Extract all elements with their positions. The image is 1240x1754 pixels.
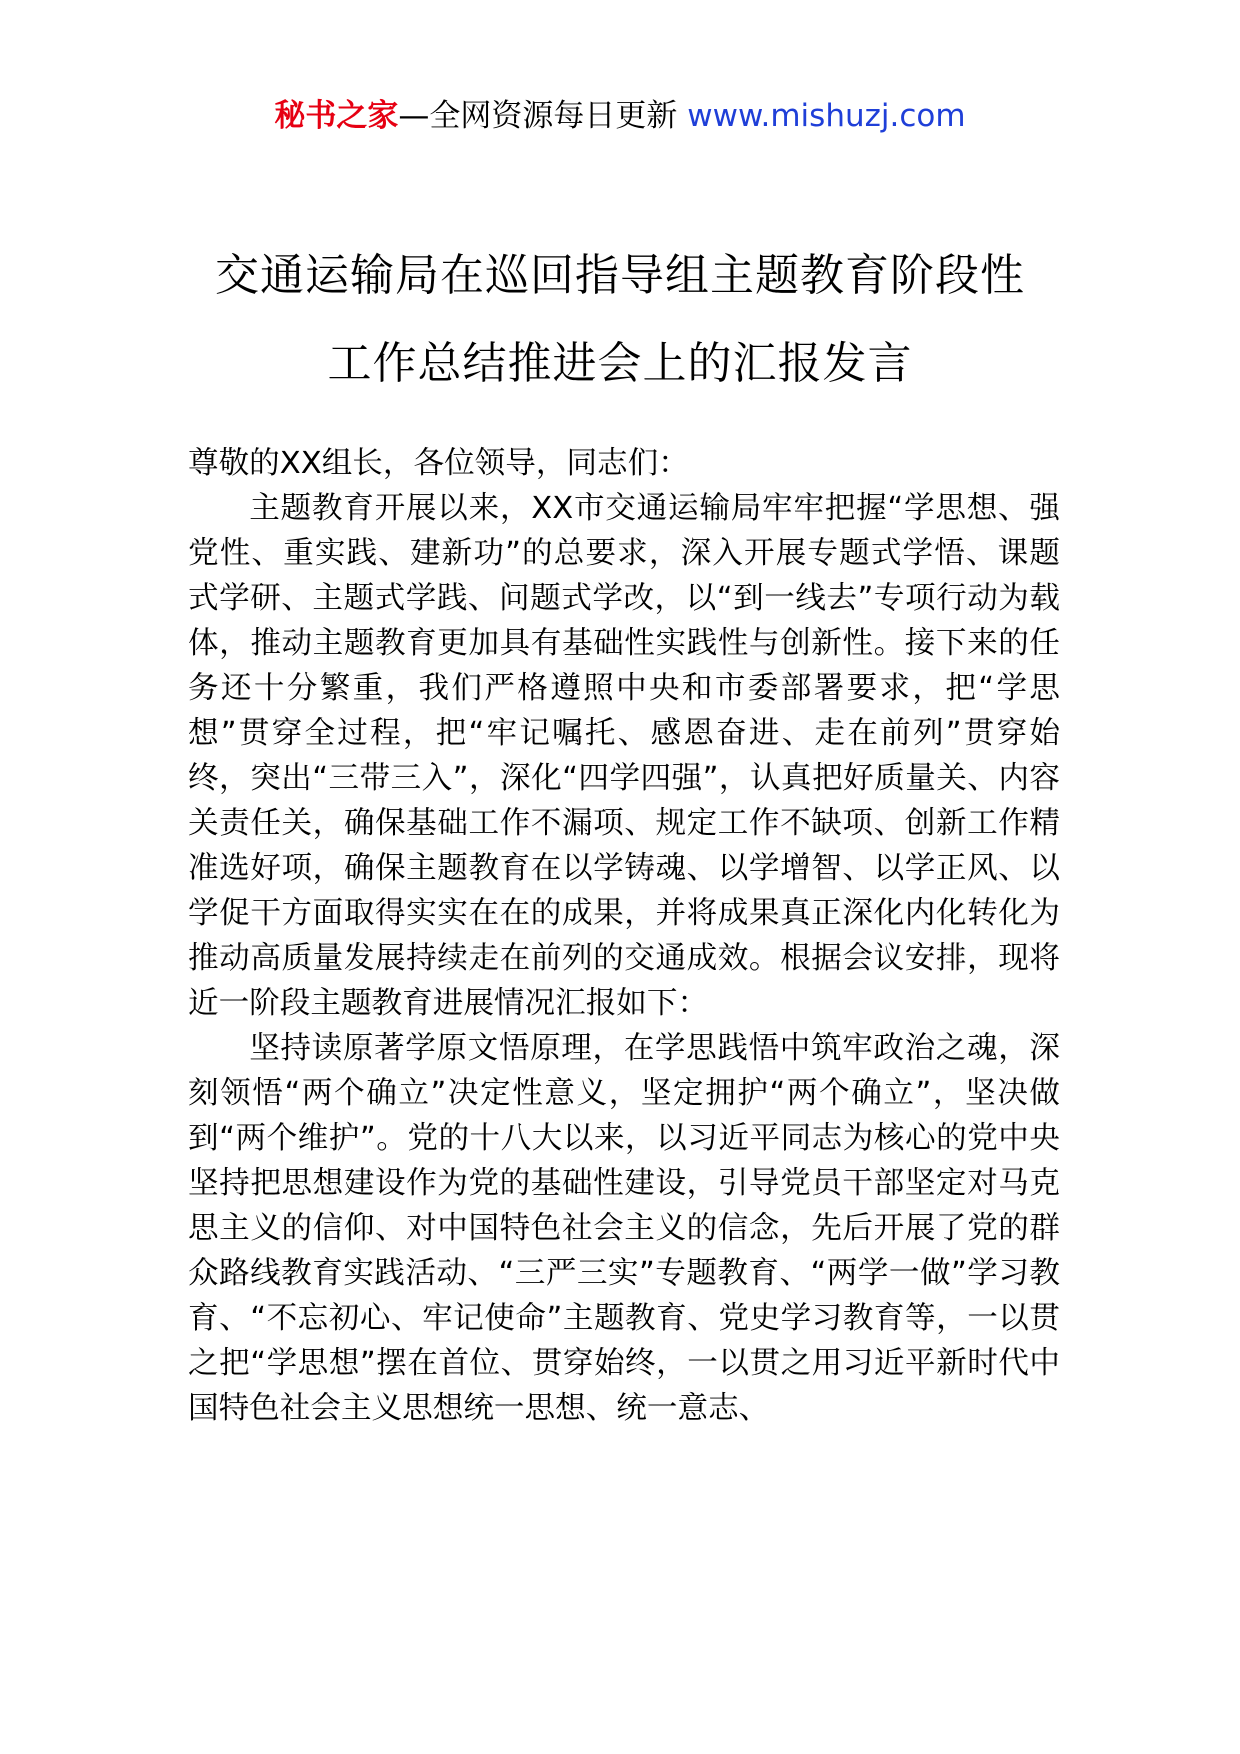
site-slogan: —全网资源每日更新 bbox=[398, 98, 688, 134]
brand-name: 秘书之家 bbox=[274, 98, 399, 134]
title-line-2: 工作总结推进会上的汇报发言 bbox=[327, 338, 913, 389]
title-line-1: 交通运输局在巡回指导组主题教育阶段性 bbox=[215, 250, 1025, 301]
document-title bbox=[150, 232, 1090, 408]
paragraph-1: 主题教育开展以来，XX市交通运输局牢牢把握“学思想、强党性、重实践、建新功”的总要求，深入开展专题式学悟、课题式学研、主题式学践、问题式学改，以“到一线去”专项行动为载体，推动主题教育更加具有基础性实践性与创新性。接下来的任务还十分繁重，我们严格遵照中央和市委部署要求，把“学思想”贯穿全过程，把“牢记嘱托、感恩奋进、走在前列”贯穿始终，突出“三带三入”，深化“四学四强”，认真把好质量关、内容关责任关，确保基础工作不漏项、规定工作不缺项、创新工作精准选好项，确保主题教育在以学铸魂、以学增智、以学正风、以学促干方面取得实实在在的成果，并将成果真正深化内化转化为推动高质量发展持续走在前列的交通成效。根据会议安排，现将近一阶段主题教育进展情况汇报如下： bbox=[188, 491, 1060, 1021]
site-url: www.mishuzj.com bbox=[687, 98, 966, 134]
paragraph-2: 坚持读原著学原文悟原理，在学思践悟中筑牢政治之魂，深刻领悟“两个确立”决定性意义，坚定拥护“两个确立”，坚决做到“两个维护”。党的十八大以来，以习近平同志为核心的党中央坚持把思想建设作为党的基础性建设，引导党员干部坚定对马克思主义的信仰、对中国特色社会主义的信念，先后开展了党的群众路线教育实践活动、“三严三实”专题教育、“两学一做”学习教育、“不忘初心、牢记使命”主题教育、党史学习教育等，一以贯之把“学思想”摆在首位、贯穿始终，一以贯之用习近平新时代中国特色社会主义思想统一思想、统一意志、 bbox=[188, 1031, 1060, 1426]
site-watermark-header bbox=[0, 96, 1240, 136]
salutation: 尊敬的XX组长，各位领导，同志们： bbox=[188, 446, 689, 481]
document-body bbox=[188, 441, 1060, 1431]
